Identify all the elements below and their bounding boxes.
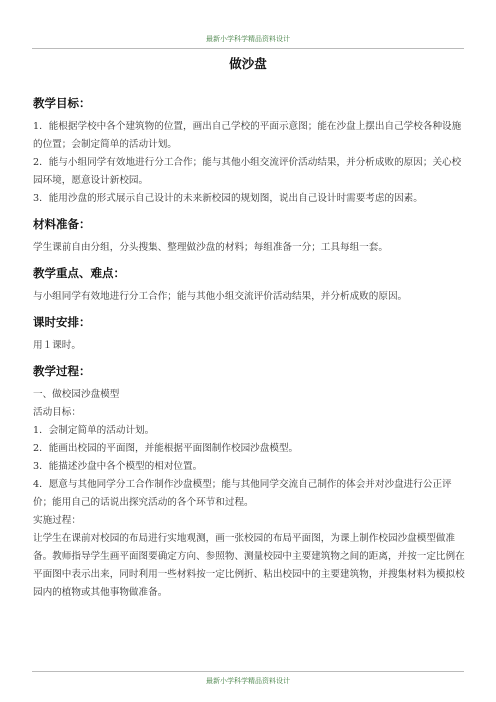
materials-text: 学生课前自由分组，分头搜集、整理做沙盘的材料；每组准备一分；工具每组一套。 [33, 242, 388, 253]
goal-item: 2．能画出校园的平面图，并能根据平面图制作校园沙盘模型。 [33, 443, 299, 454]
page-footer: 最新小学科学精品资料设计 [206, 677, 290, 685]
process-heading: 教学过程： [33, 364, 91, 378]
steps-label: 实施过程： [33, 515, 81, 526]
objective-item: 3．能用沙盘的形式展示自己设计的未来新校园的规划图，说出自己设计时需要考虑的因素。 [33, 193, 423, 204]
materials-heading: 材料准备： [33, 217, 91, 231]
objective-item: 2．能与小组同学有效地进行分工合作；能与其他小组交流评价活动结果，并分析成败的原因；关心校园环境，愿意设计新校园。 [33, 157, 462, 186]
steps-text: 让学生在课前对校园的布局进行实地观测，画一张校园的布局平面图，为课上制作校园沙盘模型做准备。教师指导学生画平面图要确定方向、参照物、测量校园中主要建筑物之间的距离，并按一定比例在平面图中表示出来，同时利用一些材料按一定比例折、粘出校园中的主要建筑物，并搜集材料为模拟校园内的植物或其他事物做准备。 [33, 533, 465, 598]
goal-item: 4．愿意与其他同学分工合作制作沙盘模型；能与其他同学交流自己制作的体会并对沙盘进行公正评价；能用自己的话说出探究活动的各个环节和过程。 [33, 479, 452, 508]
goal-item: 3．能描述沙盘中各个模型的相对位置。 [33, 461, 203, 472]
page-header: 最新小学科学精品资料设计 [206, 35, 290, 43]
activity-goal-label: 活动目标： [33, 407, 81, 418]
goal-item: 1．会制定简单的活动计划。 [33, 425, 155, 436]
document-body [33, 95, 465, 602]
footer-divider [32, 671, 464, 672]
objectives-heading: 教学目标： [33, 96, 91, 110]
objective-item: 1．能根据学校中各个建筑物的位置，画出自己学校的平面示意图；能在沙盘上摆出自己学校各种设施的位置；会制定简单的活动计划。 [33, 121, 462, 150]
key-points-heading: 教学重点、难点： [33, 266, 125, 280]
schedule-text: 用１课时。 [33, 340, 81, 351]
header-divider [32, 48, 464, 49]
schedule-heading: 课时安排： [33, 315, 91, 329]
key-points-text: 与小组同学有效地进行分工合作；能与其他小组交流评价活动结果，并分析成败的原因。 [33, 291, 408, 302]
document-title: 做沙盘 [229, 56, 267, 71]
process-section-title: 一、做校园沙盘模型 [33, 389, 120, 400]
